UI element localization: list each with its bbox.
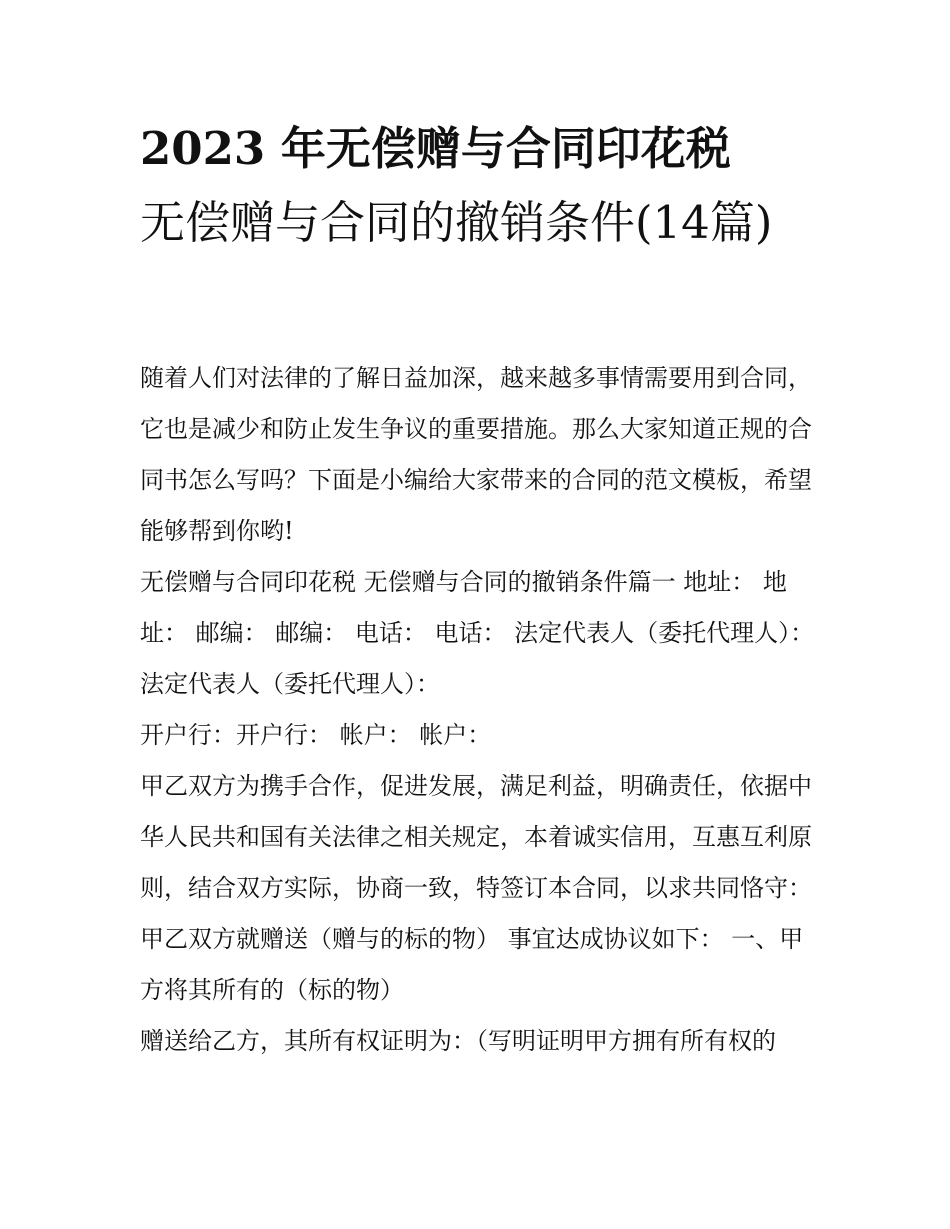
intro-paragraph: 随着人们对法律的了解日益加深，越来越多事情需要用到合同，它也是减少和防止发生争议的重要措施。那么大家知道正规的合同书怎么写吗？下面是小编给大家带来的合同的范文模板，希望能够帮到你哟! [140,364,812,545]
ownership-paragraph: 赠送给乙方，其所有权证明为：（写明证明甲方拥有所有权的 [140,1027,776,1055]
contract-header-paragraph: 无偿赠与合同印花税 无偿赠与合同的撤销条件篇一 地址： 地址： 邮编： 邮编： 电话： 电话： 法定代表人（委托代理人）： 法定代表人（委托代理人）： [140,568,815,698]
agreement-paragraph: 甲乙双方就赠送（赠与的标的物） 事宜达成协议如下： 一、甲方将其所有的（标的物） [140,925,804,1004]
page-title [140,112,820,260]
preamble-paragraph: 甲乙双方为携手合作，促进发展，满足利益，明确责任，依据中华人民共和国有关法律之相关规定，本着诚实信用，互惠互利原则，结合双方实际，协商一致，特签订本合同，以求共同恪守： [140,772,812,902]
document-body [140,353,820,1067]
title-line-1: 2023 年无偿赠与合同印花税 [140,122,731,175]
bank-account-paragraph: 开户行：开户行： 帐户： 帐户： [140,721,492,749]
title-line-2: 无偿赠与合同的撤销条件(14篇) [140,196,773,249]
